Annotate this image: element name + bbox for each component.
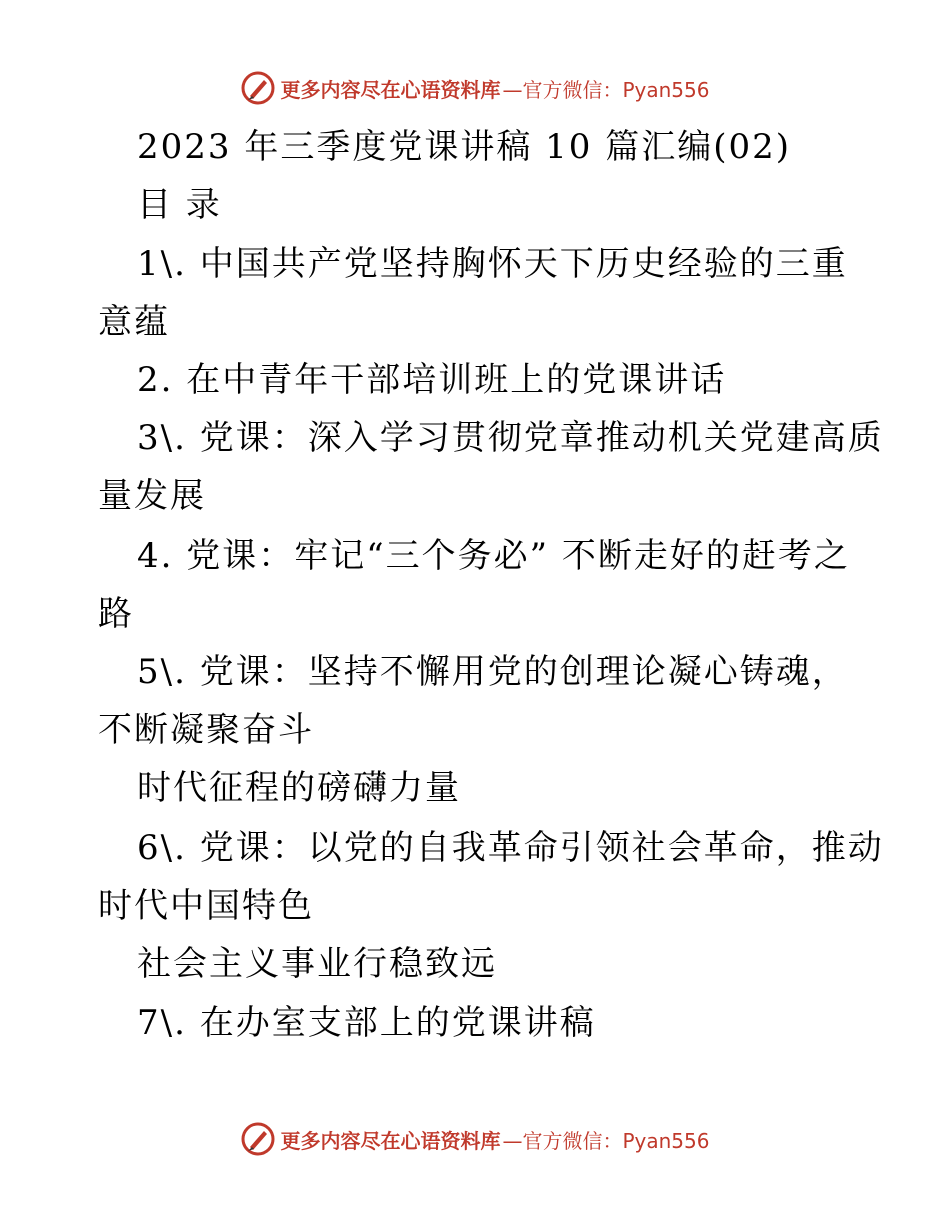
watermark-left-text: 更多内容尽在心语资料库	[280, 1128, 501, 1153]
header-watermark	[0, 70, 950, 106]
pen-logo-icon	[240, 1121, 276, 1157]
toc-line: 4. 党课：牢记“三个务必” 不断走好的赶考之	[137, 536, 850, 576]
watermark-left-text: 更多内容尽在心语资料库	[280, 77, 501, 102]
document-title: 2023 年三季度党课讲稿 10 篇汇编(02)	[137, 127, 792, 167]
watermark-right-text: —官方微信：Pyan556	[502, 77, 710, 102]
toc-heading: 目 录	[137, 185, 222, 225]
toc-line: 7\. 在办室支部上的党课讲稿	[137, 1003, 596, 1043]
toc-line: 时代中国特色	[98, 886, 314, 926]
toc-line: 路	[98, 594, 134, 634]
toc-line: 1\. 中国共产党坚持胸怀天下历史经验的三重	[137, 244, 848, 284]
toc-line: 量发展	[98, 476, 206, 516]
toc-line: 时代征程的磅礴力量	[137, 768, 461, 808]
toc-line: 5\. 党课：坚持不懈用党的创理论凝心铸魂，	[137, 652, 848, 692]
toc-line: 意蕴	[98, 302, 170, 342]
watermark-right-text: —官方微信：Pyan556	[502, 1128, 710, 1153]
toc-line: 社会主义事业行稳致远	[137, 944, 497, 984]
pen-logo-icon	[240, 70, 276, 106]
toc-line: 2. 在中青年干部培训班上的党课讲话	[137, 360, 727, 400]
footer-watermark	[0, 1121, 950, 1157]
toc-line: 不断凝聚奋斗	[98, 710, 314, 750]
toc-line: 3\. 党课：深入学习贯彻党章推动机关党建高质	[137, 418, 884, 458]
toc-line: 6\. 党课：以党的自我革命引领社会革命，推动	[137, 828, 884, 868]
